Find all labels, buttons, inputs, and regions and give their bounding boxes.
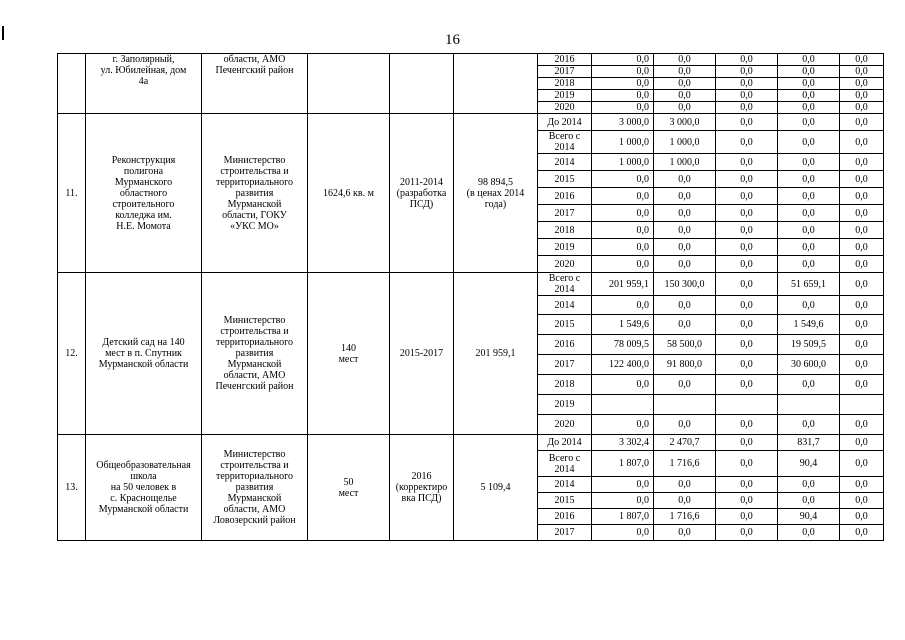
amount-cell: 0,0 [778,54,840,66]
amount-cell: 0,0 [716,477,778,493]
amount-cell: 0,0 [778,296,840,315]
amount-cell: 0,0 [840,355,884,375]
amount-cell: 0,0 [654,78,716,90]
year-cell: 2017 [538,205,592,222]
amount-cell: 0,0 [654,188,716,205]
customer-name: Министерство строительства и территориального развития Мурманской области, АМО Печенгский район [202,273,308,435]
amount-cell: 0,0 [592,54,654,66]
amount-cell: 0,0 [592,78,654,90]
amount-cell: 2 470,7 [654,435,716,451]
amount-cell: 0,0 [840,477,884,493]
amount-cell: 0,0 [716,205,778,222]
amount-cell: 0,0 [592,296,654,315]
amount-cell: 1 000,0 [654,131,716,154]
period: 2016 (корректиро вка ПСД) [390,435,454,541]
amount-cell: 0,0 [778,90,840,102]
amount-cell: 0,0 [840,493,884,509]
amount-cell: 0,0 [840,78,884,90]
amount-cell: 0,0 [778,66,840,78]
amount-cell: 0,0 [592,256,654,273]
amount-cell: 0,0 [716,171,778,188]
amount-cell: 0,0 [716,102,778,114]
year-cell: 2017 [538,66,592,78]
amount-cell: 0,0 [840,171,884,188]
year-cell: 2016 [538,54,592,66]
amount-cell: 0,0 [654,90,716,102]
year-cell: 2018 [538,78,592,90]
amount-cell: 0,0 [592,525,654,541]
amount-cell: 0,0 [654,222,716,239]
amount-cell: 0,0 [840,256,884,273]
investment-table [57,53,884,541]
amount-cell: 91 800,0 [654,355,716,375]
amount-cell: 0,0 [654,171,716,188]
amount-cell: 0,0 [778,415,840,435]
amount-cell: 1 549,6 [778,315,840,335]
amount-cell: 0,0 [840,188,884,205]
amount-cell: 0,0 [840,315,884,335]
amount-cell [654,395,716,415]
amount-cell: 0,0 [716,375,778,395]
amount-cell: 0,0 [840,273,884,296]
year-cell: 2014 [538,154,592,171]
amount-cell: 0,0 [716,66,778,78]
year-cell: 2015 [538,171,592,188]
amount-cell: 1 000,0 [592,154,654,171]
amount-cell: 78 009,5 [592,335,654,355]
amount-cell: 0,0 [778,477,840,493]
year-cell: 2016 [538,509,592,525]
amount-cell: 0,0 [654,477,716,493]
year-cell: 2016 [538,188,592,205]
amount-cell: 0,0 [840,509,884,525]
amount-cell: 0,0 [840,131,884,154]
estimated-cost: 98 894,5 (в ценах 2014 года) [454,114,538,273]
amount-cell: 0,0 [716,154,778,171]
amount-cell [592,395,654,415]
amount-cell: 1 716,6 [654,451,716,477]
amount-cell: 831,7 [778,435,840,451]
amount-cell: 0,0 [654,493,716,509]
table-row [58,114,884,131]
amount-cell: 0,0 [840,435,884,451]
year-cell: 2017 [538,355,592,375]
row-number: 11. [58,114,86,273]
customer-name: Министерство строительства и территориального развития Мурманской области, АМО Ловозерский район [202,435,308,541]
amount-cell: 0,0 [716,296,778,315]
amount-cell: 0,0 [778,205,840,222]
amount-cell: 0,0 [654,315,716,335]
amount-cell: 0,0 [778,154,840,171]
amount-cell: 0,0 [778,131,840,154]
amount-cell: 0,0 [654,375,716,395]
year-cell: Всего с 2014 [538,451,592,477]
amount-cell: 19 509,5 [778,335,840,355]
capacity: 1624,6 кв. м [308,114,390,273]
amount-cell: 0,0 [716,415,778,435]
object-name: г. Заполярный, ул. Юбилейная, дом 4а [86,54,202,114]
row-number: 12. [58,273,86,435]
year-cell: 2015 [538,315,592,335]
amount-cell: 0,0 [654,239,716,256]
amount-cell: 0,0 [654,54,716,66]
amount-cell: 0,0 [592,222,654,239]
amount-cell: 1 716,6 [654,509,716,525]
amount-cell: 58 500,0 [654,335,716,355]
amount-cell: 0,0 [592,477,654,493]
amount-cell: 0,0 [592,188,654,205]
amount-cell [778,395,840,415]
amount-cell: 0,0 [716,188,778,205]
amount-cell: 0,0 [778,525,840,541]
amount-cell: 0,0 [778,256,840,273]
amount-cell: 0,0 [716,54,778,66]
amount-cell: 0,0 [716,509,778,525]
year-cell: 2019 [538,395,592,415]
year-cell: 2017 [538,525,592,541]
amount-cell: 0,0 [654,296,716,315]
year-cell: 2015 [538,493,592,509]
amount-cell: 0,0 [716,435,778,451]
amount-cell: 0,0 [654,205,716,222]
amount-cell: 0,0 [716,525,778,541]
amount-cell: 0,0 [840,102,884,114]
row-number [58,54,86,114]
capacity: 50 мест [308,435,390,541]
amount-cell: 30 600,0 [778,355,840,375]
amount-cell: 0,0 [654,66,716,78]
amount-cell: 0,0 [716,114,778,131]
amount-cell: 122 400,0 [592,355,654,375]
amount-cell: 0,0 [840,335,884,355]
year-cell: 2019 [538,239,592,256]
amount-cell: 0,0 [778,188,840,205]
amount-cell: 0,0 [654,256,716,273]
amount-cell: 0,0 [654,525,716,541]
amount-cell: 0,0 [840,375,884,395]
year-cell: До 2014 [538,114,592,131]
year-cell: 2020 [538,415,592,435]
amount-cell: 3 000,0 [592,114,654,131]
amount-cell: 0,0 [840,205,884,222]
amount-cell: 0,0 [716,222,778,239]
amount-cell: 0,0 [654,415,716,435]
amount-cell: 201 959,1 [592,273,654,296]
amount-cell: 0,0 [716,78,778,90]
amount-cell: 1 807,0 [592,451,654,477]
amount-cell: 1 000,0 [592,131,654,154]
capacity [308,54,390,114]
amount-cell: 0,0 [840,239,884,256]
amount-cell: 0,0 [778,222,840,239]
row-number: 13. [58,435,86,541]
object-name: Общеобразовательная школа на 50 человек в с. Краснощелье Мурманской области [86,435,202,541]
period [390,54,454,114]
capacity: 140 мест [308,273,390,435]
amount-cell: 0,0 [840,90,884,102]
amount-cell: 0,0 [592,493,654,509]
amount-cell: 0,0 [778,239,840,256]
customer-name: области, АМО Печенгский район [202,54,308,114]
year-cell: 2019 [538,90,592,102]
amount-cell: 0,0 [716,256,778,273]
amount-cell: 0,0 [840,451,884,477]
amount-cell: 90,4 [778,509,840,525]
amount-cell: 0,0 [592,66,654,78]
amount-cell: 0,0 [778,493,840,509]
year-cell: 2018 [538,222,592,239]
amount-cell: 3 302,4 [592,435,654,451]
amount-cell: 0,0 [592,102,654,114]
period: 2011-2014 (разработка ПСД) [390,114,454,273]
amount-cell: 0,0 [840,154,884,171]
year-cell: Всего с 2014 [538,273,592,296]
estimated-cost [454,54,538,114]
amount-cell: 0,0 [840,114,884,131]
amount-cell: 0,0 [592,239,654,256]
amount-cell: 0,0 [592,375,654,395]
table-row [58,435,884,451]
year-cell: Всего с 2014 [538,131,592,154]
estimated-cost: 201 959,1 [454,273,538,435]
amount-cell [716,395,778,415]
amount-cell: 150 300,0 [654,273,716,296]
amount-cell: 0,0 [716,335,778,355]
amount-cell: 90,4 [778,451,840,477]
table-row [58,54,884,66]
amount-cell: 0,0 [840,296,884,315]
year-cell: 2016 [538,335,592,355]
amount-cell: 0,0 [716,239,778,256]
amount-cell: 0,0 [592,171,654,188]
object-name: Реконструкция полигона Мурманского областного строительного колледжа им. Н.Е. Момота [86,114,202,273]
amount-cell: 0,0 [592,415,654,435]
amount-cell: 0,0 [840,54,884,66]
year-cell: До 2014 [538,435,592,451]
amount-cell: 0,0 [840,66,884,78]
amount-cell: 0,0 [840,222,884,239]
amount-cell: 0,0 [840,525,884,541]
year-cell: 2020 [538,256,592,273]
amount-cell: 0,0 [716,355,778,375]
amount-cell: 0,0 [716,131,778,154]
amount-cell: 0,0 [840,415,884,435]
amount-cell: 0,0 [716,90,778,102]
amount-cell: 1 000,0 [654,154,716,171]
amount-cell: 0,0 [778,171,840,188]
amount-cell: 0,0 [778,78,840,90]
amount-cell: 0,0 [592,90,654,102]
amount-cell: 1 807,0 [592,509,654,525]
amount-cell: 0,0 [592,205,654,222]
amount-cell: 0,0 [654,102,716,114]
customer-name: Министерство строительства и территориального развития Мурманской области, ГОКУ «УКС МО» [202,114,308,273]
amount-cell: 0,0 [716,493,778,509]
estimated-cost: 5 109,4 [454,435,538,541]
amount-cell: 0,0 [778,375,840,395]
object-name: Детский сад на 140 мест в п. Спутник Мурманской области [86,273,202,435]
amount-cell [840,395,884,415]
year-cell: 2014 [538,477,592,493]
table-row [58,273,884,296]
period: 2015-2017 [390,273,454,435]
amount-cell: 0,0 [716,315,778,335]
amount-cell: 0,0 [778,114,840,131]
amount-cell: 0,0 [716,273,778,296]
page-number: 16 [445,32,460,48]
amount-cell: 3 000,0 [654,114,716,131]
amount-cell: 0,0 [778,102,840,114]
amount-cell: 1 549,6 [592,315,654,335]
year-cell: 2014 [538,296,592,315]
year-cell: 2020 [538,102,592,114]
amount-cell: 51 659,1 [778,273,840,296]
year-cell: 2018 [538,375,592,395]
amount-cell: 0,0 [716,451,778,477]
